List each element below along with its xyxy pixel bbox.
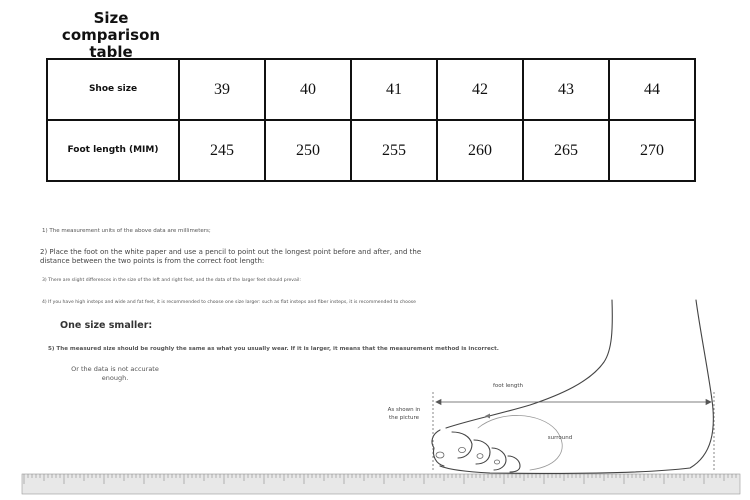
table-cell: 44 (609, 59, 695, 120)
surround-arrow-head (485, 414, 490, 419)
arrow-head-left (436, 400, 441, 405)
table-cell: 39 (179, 59, 265, 120)
table-cell: 250 (265, 120, 351, 181)
toe-3-line (474, 440, 490, 464)
page-title: Size comparison table (61, 9, 161, 61)
surround-label: surround (547, 435, 573, 441)
row-header-label: Shoe size (88, 84, 138, 94)
table-cell: 245 (179, 120, 265, 181)
measurement-guides (433, 392, 714, 470)
table-cell: 265 (523, 120, 609, 181)
as-shown-label: As shown in the picture (387, 407, 421, 421)
foot-length-label: foot length (492, 383, 524, 389)
note-1: 1) The measurement units of the above data are millimeters; (42, 228, 211, 234)
note-3: 3) There are slight differences in the size of the left and right feet, and the data of the larger feet should prevail: (42, 278, 301, 283)
toe-5-line (508, 456, 520, 472)
ruler (22, 474, 740, 494)
row-header-label: Foot length (MIM) (67, 145, 159, 155)
toe-2-line (452, 432, 472, 458)
big-toe-line (432, 430, 444, 466)
surround-curve (478, 415, 562, 470)
note-6: Or the data is not accurate enough. (71, 365, 159, 382)
toenail (436, 452, 444, 458)
toenail (494, 460, 499, 464)
table-cell: 41 (351, 59, 437, 120)
note-5: 5) The measured size should be roughly the same as what you usually wear. If it is larger, it means that the measurement method is incorrect. (48, 346, 499, 352)
ruler-body (22, 474, 740, 494)
foot-top-line (446, 300, 612, 428)
toenail (477, 454, 483, 459)
foot-heel-sole-line (440, 300, 713, 473)
note-subheading: One size smaller: (60, 320, 153, 331)
table-cell: 260 (437, 120, 523, 181)
arrow-head-right (706, 400, 711, 405)
toe-4-line (492, 448, 506, 470)
note-2: 2) Place the foot on the white paper and use a pencil to point out the longest point before and after, and the distance between the two points is from the correct foot length: (40, 248, 422, 265)
toenail (459, 447, 466, 452)
table-cell: 255 (351, 120, 437, 181)
table-cell: 43 (523, 59, 609, 120)
table-cell: 270 (609, 120, 695, 181)
table-cell: 42 (437, 59, 523, 120)
note-4: 4) If you have high insteps and wide and fat feet, it is recommended to choose one size larger: such as flat insteps and fiber insteps, it is recommended to choose (42, 300, 417, 305)
table-cell: 40 (265, 59, 351, 120)
foot-outline (432, 300, 713, 473)
